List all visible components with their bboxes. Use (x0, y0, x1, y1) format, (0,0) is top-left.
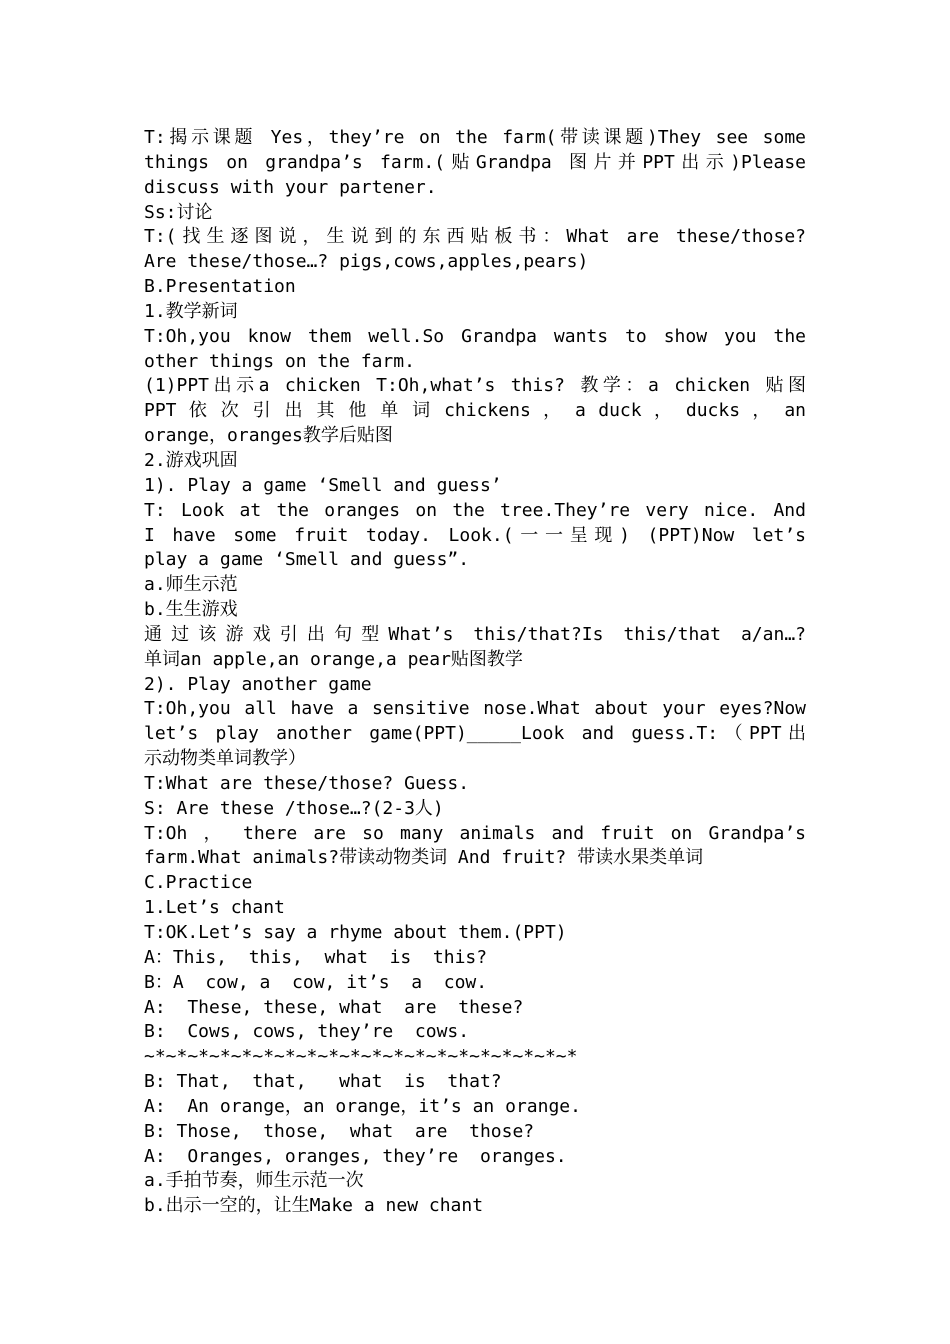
text-line: A: These, these, what are these? (144, 996, 524, 1018)
text-line: a.师生示范 (144, 574, 238, 596)
text-line: let’s play another game(PPT)_____Look and guess.T:（PPT出 (144, 723, 806, 745)
text-line: T:Oh,you all have a sensitive nose.What about your eyes?Now (144, 698, 806, 720)
text-line: 示动物类单词教学） (144, 748, 306, 770)
text-line: B：A cow, a cow, it’s a cow. (144, 971, 488, 993)
text-line: ~*~*~*~*~*~*~*~*~*~*~*~*~*~*~*~*~*~*~*~* (144, 1046, 578, 1068)
text-line: discuss with your partener. (144, 176, 437, 198)
text-line: T:Oh,you know them well.So Grandpa wants to show you the (144, 325, 806, 347)
text-line: other things on the farm. (144, 350, 415, 372)
text-line: PPT 依 次 引 出 其 他 单 词 chickens ， a duck ， ducks ， an (144, 400, 806, 422)
text-line: A: Oranges, oranges, they’re oranges. (144, 1145, 567, 1167)
text-line: 单词an apple,an orange,a pear贴图教学 (144, 648, 523, 670)
text-line: B.Presentation (144, 276, 296, 298)
text-line: A：This, this, what is this? (144, 946, 488, 968)
text-line: S: Are these /those…?(2-3人) (144, 797, 444, 819)
text-line: play a game ‘Smell and guess”. (144, 549, 470, 571)
text-line: 2). Play another game (144, 673, 372, 695)
text-line: Ss:讨论 (144, 201, 213, 223)
text-line: T:揭示课题 Yes，they’re on the farm(带读课题)They see some (144, 127, 806, 148)
text-line: 1.Let’s chant (144, 897, 285, 919)
text-line: B: Those, those, what are those? (144, 1120, 535, 1142)
text-line: Are these/those…? pigs,cows,apples,pears) (144, 251, 589, 273)
text-line: orange，oranges教学后贴图 (144, 425, 393, 447)
text-line: T:OK.Let’s say a rhyme about them.(PPT) (144, 922, 567, 943)
text-line: b.生生游戏 (144, 599, 238, 621)
text-line: farm.What animals?带读动物类词 And fruit? 带读水果类单词 (144, 847, 704, 869)
text-line: T:(找生逐图说，生说到的东西贴板书：What are these/those? (144, 226, 806, 248)
text-line: a.手拍节奏，师生示范一次 (144, 1170, 364, 1192)
text-line: I have some fruit today. Look.(一一呈现) (PPT)Now let’s (144, 524, 806, 546)
text-line: 2.游戏巩固 (144, 449, 238, 471)
text-line: b.出示一空的，让生Make a new chant (144, 1195, 484, 1217)
text-line: things on grandpa’s farm.(贴Grandpa 图片并PPT出示)Please (144, 151, 806, 173)
text-line: B: That, that, what is that? (144, 1071, 502, 1093)
text-line: T: Look at the oranges on the tree.They’re very nice. And (144, 499, 806, 521)
text-line: B: Cows, cows, they’re cows. (144, 1021, 470, 1043)
document-body (144, 126, 806, 1219)
text-line: T:What are these/those? Guess. (144, 772, 470, 794)
text-line: T:Oh ， there are so many animals and fruit on Grandpa’s (144, 822, 806, 844)
text-line: 通过该游戏引出句型What’s this/that?Is this/that a/an…? (144, 623, 806, 645)
text-line: (1)PPT出示a chicken T:Oh,what’s this? 教学：a chicken 贴图 (144, 375, 806, 397)
text-line: 1.教学新词 (144, 300, 238, 322)
text-line: 1). Play a game ‘Smell and guess’ (144, 474, 502, 496)
text-line: C.Practice (144, 872, 253, 894)
text-line: A: An orange，an orange，it’s an orange. (144, 1095, 581, 1117)
